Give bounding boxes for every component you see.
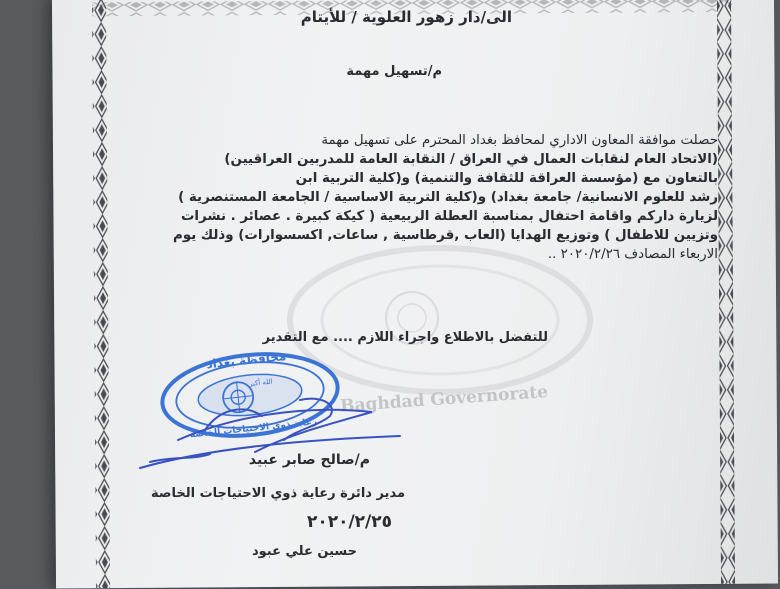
watermark-text: Baghdad Governorate — [339, 382, 549, 417]
body-line: رشد للعلوم الانسانية/ جامعة بغداد) و(كلية التربية الاساسية / الجامعة المستنصرية ) — [178, 190, 718, 205]
handwritten-name: حسين علي عبود — [251, 544, 357, 559]
body-line: حصلت موافقة المعاون الاداري لمحافظ بغداد المحترم على تسهيل مهمة — [321, 133, 718, 148]
body-line: لزيارة داركم واقامة احتفال بمناسبة العطلة الربيعية ( كيكة كبيرة . عصائر . نشرات — [180, 209, 718, 224]
signer-title: مدير دائرة رعاية ذوي الاحتياجات الخاصة — [151, 486, 405, 501]
letter-date: ٢٠٢٠/٢/٢٥ — [306, 512, 392, 532]
stamp-inner-text: الله أكبر — [248, 377, 273, 389]
body-line: وتزيين للاطفال ) وتوزيع الهدايا (العاب ,قرطاسية , ساعات, اكسسوارات) وذلك يوم — [173, 228, 718, 243]
body-line: بالتعاون مع (مؤسسة العراقة للثقافة والتنمية) و(كلية التربية ابن — [295, 171, 718, 186]
stamp-bottom-text: رعاية ذوي الاحتياجات الخاصة — [189, 417, 318, 441]
body-line: الاربعاء المصادف ٢٠٢٠/٢/٢٦ .. — [547, 247, 718, 262]
stamp-top-text: محافظة بغداد — [205, 349, 287, 372]
subject-line: م/تسهيل مهمة — [346, 64, 442, 79]
courtesy-line: للتفضل بالاطلاع واجراء اللازم .... مع التقدير — [262, 330, 548, 345]
letter-body — [56, 131, 718, 264]
body-line: (الاتحاد العام لنقابات العمال في العراق / النقابة العامة للمدربين العراقيين) — [224, 152, 718, 167]
signer-name: م/صالح صابر عبيد — [248, 452, 370, 468]
recipient-line: الى/دار زهور العلوية / للأيتام — [300, 8, 512, 26]
